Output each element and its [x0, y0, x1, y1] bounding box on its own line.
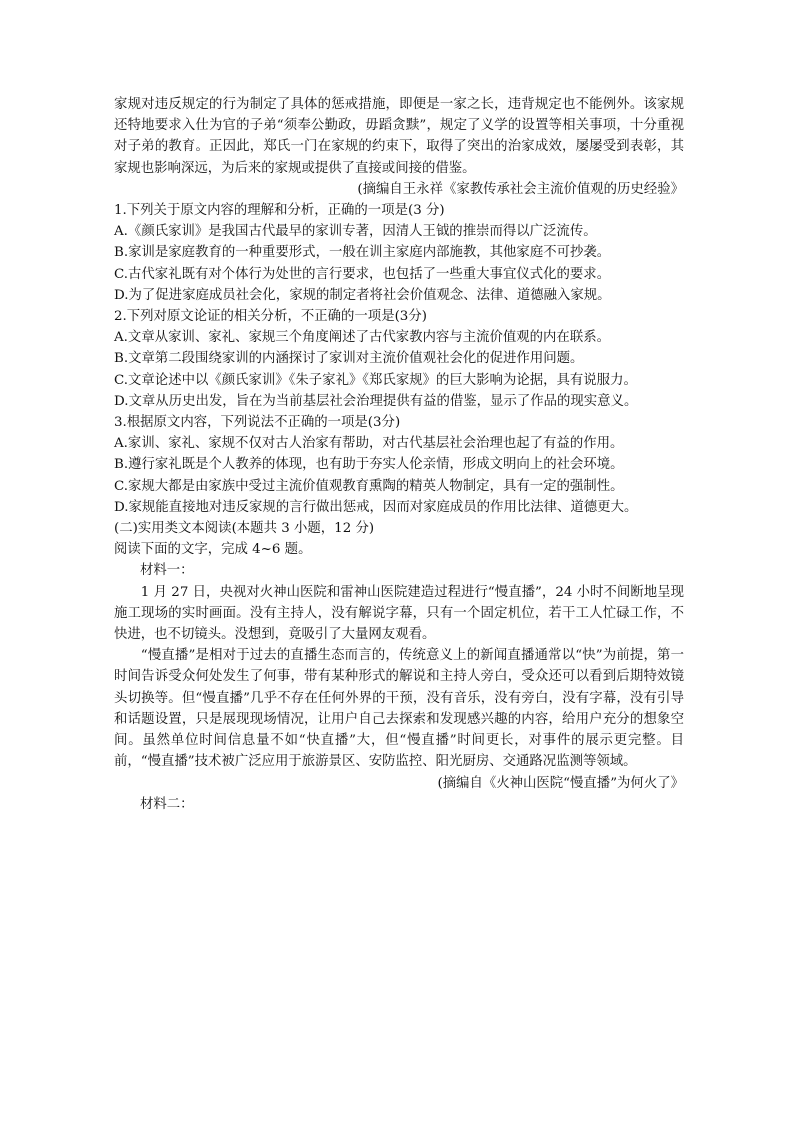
option-b: B.文章第二段围绕家训的内涵探讨了家训对主流价值观社会化的促进作用问题。	[114, 351, 584, 367]
option-c: C.家规大都是由家族中受过主流价值观教育熏陶的精英人物制定，具有一定的强制性。	[114, 478, 624, 494]
section-heading: (二)实用类文本阅读(本题共 3 小题，12 分)	[114, 521, 375, 537]
exam-page	[114, 94, 684, 815]
question-stem: 1.下列关于原文内容的理解和分析，正确的一项是(3 分)	[114, 203, 445, 219]
option-d: D.为了促进家庭成员社会化，家规的制定者将社会价值观念、法律、道德融入家规。	[114, 287, 611, 303]
option-b: B.遵行家礼既是个人教养的体现，也有助于夯实人伦亲情，形成文明向上的社会环境。	[114, 457, 624, 473]
question-3	[114, 412, 684, 518]
question-stem: 2.下列对原文论证的相关分析，不正确的一项是(3分)	[114, 309, 427, 325]
question-1	[114, 200, 684, 306]
option-b: B.家训是家庭教育的一种重要形式，一般在训主家庭内部施教，其他家庭不可抄袭。	[114, 245, 611, 261]
material-1-source: (摘编自《火神山医院“慢直播”为何火了》	[437, 775, 684, 791]
question-2	[114, 306, 684, 412]
option-c: C.古代家礼既有对个体行为处世的言行要求，也包括了一些重大事宜仪式化的要求。	[114, 266, 611, 282]
material-1-paragraph-1: 1 月 27 日，央视对火神山医院和雷神山医院建造过程进行“慢直播”，24 小时不间断地呈现施工现场的实时画面。没有主持人，没有解说字幕，只有一个固定机位，若干工人忙碌工作，不快进，也不切镜头。没想到，竟吸引了大量网友观看。	[114, 584, 684, 643]
material-2-label: 材料二：	[140, 796, 194, 812]
option-c: C.文章论述中以《颜氏家训》《朱子家礼》《郑氏家规》的巨大影响为论据，具有说服力。	[114, 372, 637, 388]
passage-paragraph: 家规对违反规定的行为制定了具体的惩戒措施，即便是一家之长，违背规定也不能例外。该家规还特地要求入仕为官的子弟“须奉公勤政，毋蹈贪黩”，规定了义学的设置等相关事项，十分重视对子弟的教育。正因此，郑氏一门在家规的约束下，取得了突出的治家成效，屡屡受到表彰，其家规也影响深远，为后来的家规或提供了直接或间接的借鉴。	[114, 97, 684, 176]
passage-source: (摘编自王永祥《家教传承社会主流价值观的历史经验》	[357, 181, 684, 197]
option-a: A.家训、家礼、家规不仅对古人治家有帮助，对古代基层社会治理也起了有益的作用。	[114, 436, 624, 452]
section-instruction: 阅读下面的文字，完成 4~6 题。	[114, 542, 312, 558]
material-1-paragraph-2: “慢直播”是相对于过去的直播生态而言的，传统意义上的新闻直播通常以“快”为前提，第一时间告诉受众何处发生了何事，带有某种形式的解说和主持人旁白，受众还可以看到后期特效镜头切换等。但“慢直播”几乎不存在任何外界的干预，没有音乐，没有旁白，没有字幕，没有引导和话题设置，只是展现现场情况，让用户自己去探索和发现感兴趣的内容，给用户充分的想象空间。虽然单位时间信息量不如“快直播”大，但“慢直播”时间更长，对事件的展示更完整。目前，“慢直播”技术被广泛应用于旅游景区、安防监控、阳光厨房、交通路况监测等领域。	[114, 648, 684, 770]
material-1-label: 材料一：	[140, 563, 194, 579]
option-a: A.文章从家训、家礼、家规三个角度阐述了古代家教内容与主流价值观的内在联系。	[114, 330, 610, 346]
question-stem: 3.根据原文内容，下列说法不正确的一项是(3分)	[114, 415, 401, 431]
option-a: A.《颜氏家训》是我国古代最早的家训专著，因清人王钺的推崇而得以广泛流传。	[114, 224, 597, 240]
option-d: D.文章从历史出发，旨在为当前基层社会治理提供有益的借鉴，显示了作品的现实意义。	[114, 393, 638, 409]
option-d: D.家规能直接地对违反家规的言行做出惩戒，因而对家庭成员的作用比法律、道德更大。	[114, 499, 638, 515]
